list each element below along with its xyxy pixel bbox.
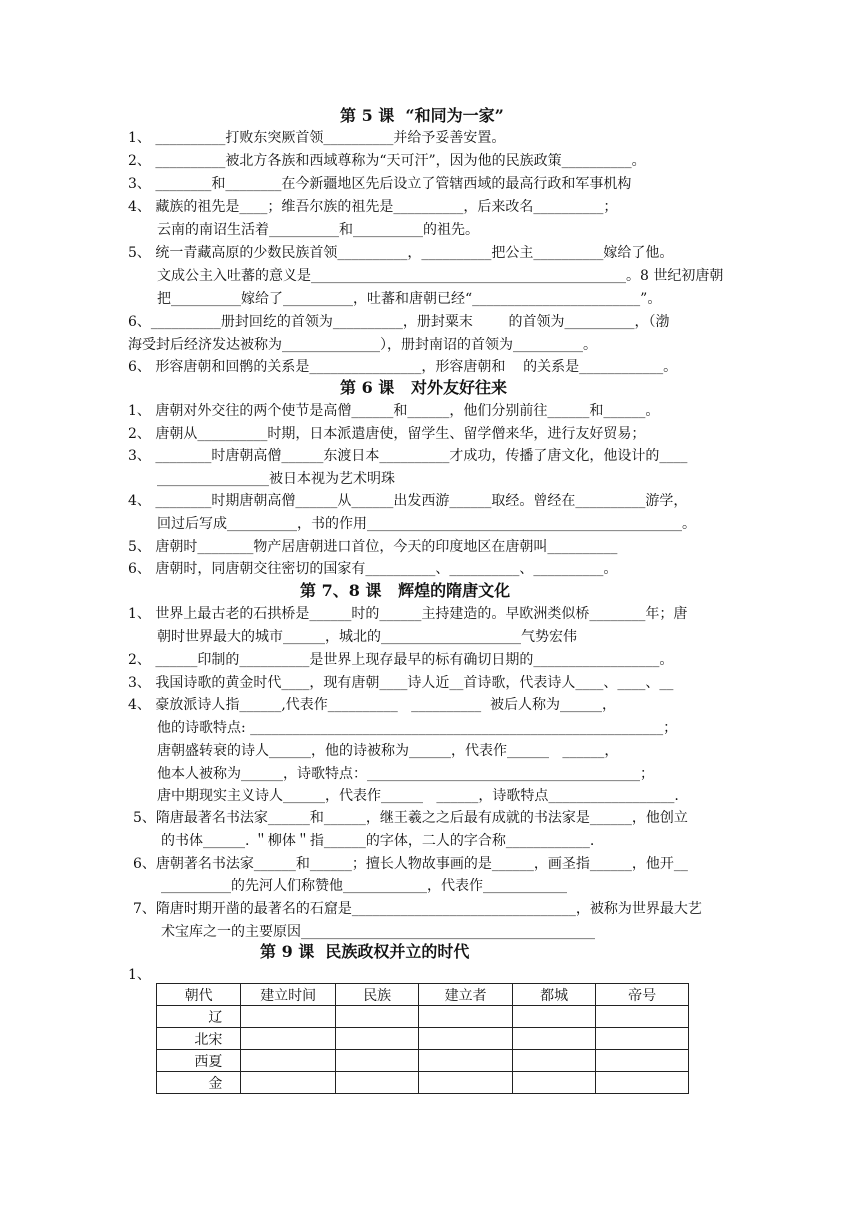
lesson9-item-number: 1、 xyxy=(128,967,151,983)
table-cell[interactable] xyxy=(336,1050,419,1072)
lesson6-title: 第 6 课 对外友好往来 xyxy=(340,378,507,397)
table-cell[interactable] xyxy=(419,1028,513,1050)
lesson5-line-11: 6、 形容唐朝和回鹘的关系是________________，形容唐朝和 的关系是____________。 xyxy=(128,359,678,375)
table-cell[interactable] xyxy=(336,1006,419,1028)
table-row xyxy=(157,1006,689,1028)
lesson78-line-1: 1、 世界上最古老的石拱桥是______时的______主持建造的。早欧洲类似桥________年；唐 xyxy=(128,606,688,622)
lesson78-line-15: 术宝库之一的主要原因__________________________________________ xyxy=(161,924,595,940)
table-cell[interactable] xyxy=(336,1028,419,1050)
table-cell[interactable] xyxy=(596,1006,689,1028)
lesson78-line-8: 他本人被称为______，诗歌特点：_______________________________________； xyxy=(157,766,654,782)
table-cell[interactable] xyxy=(513,1050,596,1072)
table-cell[interactable] xyxy=(596,1072,689,1094)
table-cell[interactable] xyxy=(419,1006,513,1028)
lesson6-line-6: 回过后写成__________，书的作用_____________________________________________。 xyxy=(157,516,696,532)
table-cell[interactable] xyxy=(596,1028,689,1050)
lesson5-line-4: 4、 藏族的祖先是____；维吾尔族的祖先是__________，后来改名__________； xyxy=(128,199,618,215)
lesson78-title: 第 7、8 课 辉煌的隋唐文化 xyxy=(300,581,511,600)
lesson5-line-6: 5、 统一青藏高原的少数民族首领__________，__________把公主__________嫁给了他。 xyxy=(128,245,674,261)
table-cell[interactable] xyxy=(241,1006,336,1028)
table-row xyxy=(157,1050,689,1072)
table-cell[interactable] xyxy=(241,1028,336,1050)
lesson78-line-10: 5、隋唐最著名书法家______和______，继王羲之之后最有成就的书法家是______，他创立 xyxy=(133,810,688,826)
lesson6-line-3: 3、 ________时唐朝高僧______东渡日本__________才成功，传播了唐文化，他设计的____ xyxy=(128,448,688,464)
lesson6-line-1: 1、 唐朝对外交往的两个使节是高僧______和______，他们分别前往______和______。 xyxy=(128,403,660,419)
table-cell[interactable] xyxy=(336,1072,419,1094)
lesson78-line-4: 3、 我国诗歌的黄金时代____，现有唐朝____诗人近__首诗歌，代表诗人____、____、__ xyxy=(128,675,674,691)
table-row xyxy=(157,1028,689,1050)
lesson5-line-5: 云南的南诏生活着__________和__________的祖先。 xyxy=(157,222,479,238)
lesson6-line-7: 5、 唐朝时________物产居唐朝进口首位，今天的印度地区在唐朝叫__________ xyxy=(128,539,618,555)
lesson5-line-10: 海受封后经济发达被称为______________），册封南诏的首领为__________。 xyxy=(128,337,597,353)
table-cell[interactable] xyxy=(241,1072,336,1094)
lesson5-title: 第 5 课 “和同为一家” xyxy=(340,106,504,125)
lesson78-line-9: 唐中期现实主义诗人______，代表作______ ______，诗歌特点__________________. xyxy=(157,788,679,804)
lesson78-line-7: 唐朝盛转衰的诗人______，他的诗被称为______，代表作______ ______， xyxy=(157,743,619,759)
lesson5-line-7: 文成公主入吐蕃的意义是_____________________________________________。8 世纪初唐朝 xyxy=(157,268,724,284)
table-header: 建立者 xyxy=(419,984,513,1006)
lesson78-line-2: 朝时世界最大的城市______，城北的____________________气势宏伟 xyxy=(157,629,577,645)
table-cell[interactable] xyxy=(419,1072,513,1094)
table-header: 建立时间 xyxy=(241,984,336,1006)
lesson78-line-14: 7、隋唐时期开凿的最著名的石窟是________________________________，被称为世界最大艺 xyxy=(133,901,702,917)
lesson6-line-5: 4、 ________时期唐朝高僧______从______出发西游______取经。曾经在__________游学， xyxy=(128,493,688,509)
table-cell[interactable] xyxy=(513,1006,596,1028)
table-cell[interactable] xyxy=(596,1050,689,1072)
lesson5-line-9: 6、__________册封回纥的首领为__________，册封粟末 的首领为__________，（渤 xyxy=(128,314,670,330)
table-header: 朝代 xyxy=(157,984,241,1006)
table-row-head: 辽 xyxy=(157,1006,241,1028)
table-header: 都城 xyxy=(513,984,596,1006)
lesson78-line-6: 他的诗歌特点: ___________________________________________________________； xyxy=(157,720,678,736)
lesson78-line-3: 2、 ______印制的__________是世界上现存最早的标有确切日期的__________________。 xyxy=(128,652,674,668)
dynasty-table xyxy=(156,983,689,1094)
table-header-row xyxy=(157,984,689,1006)
table-cell[interactable] xyxy=(419,1050,513,1072)
lesson6-line-8: 6、 唐朝时，同唐朝交往密切的国家有__________、__________、__________。 xyxy=(128,561,618,577)
table-row xyxy=(157,1072,689,1094)
lesson5-line-2: 2、 __________被北方各族和西域尊称为“天可汗”，因为他的民族政策__________。 xyxy=(128,153,646,169)
table-row-head: 北宋 xyxy=(157,1028,241,1050)
lesson78-line-11: 的书体______. ＂柳体＂指______的字体，二人的字合称____________. xyxy=(161,833,595,849)
lesson78-line-13: __________的先河人们称赞他____________，代表作____________ xyxy=(161,878,567,894)
table-cell[interactable] xyxy=(513,1072,596,1094)
table-row-head: 金 xyxy=(157,1072,241,1094)
lesson9-title: 第 9 课 民族政权并立的时代 xyxy=(260,942,470,961)
lesson5-line-1: 1、 __________打败东突厥首领__________并给予妥善安置。 xyxy=(128,130,506,146)
table-header: 民族 xyxy=(336,984,419,1006)
lesson78-line-12: 6、唐朝著名书法家______和______；擅长人物故事画的是______，画圣指______，他开__ xyxy=(133,856,688,872)
table-header: 帝号 xyxy=(596,984,689,1006)
lesson6-line-4: ________________被日本视为艺术明珠 xyxy=(157,471,395,487)
table-row-head: 西夏 xyxy=(157,1050,241,1072)
table-cell[interactable] xyxy=(513,1028,596,1050)
lesson5-line-8: 把__________嫁给了__________，吐蕃和唐朝已经“________________________”。 xyxy=(157,291,662,307)
lesson5-line-3: 3、 ________和________在今新疆地区先后设立了管辖西域的最高行政和军事机构 xyxy=(128,176,632,192)
lesson78-line-5: 4、 豪放派诗人指______,代表作__________ __________ 被后人称为______， xyxy=(128,697,617,713)
lesson6-line-2: 2、 唐朝从__________时期，日本派遣唐使，留学生、留学僧来华，进行友好贸易； xyxy=(128,426,646,442)
table-cell[interactable] xyxy=(241,1050,336,1072)
